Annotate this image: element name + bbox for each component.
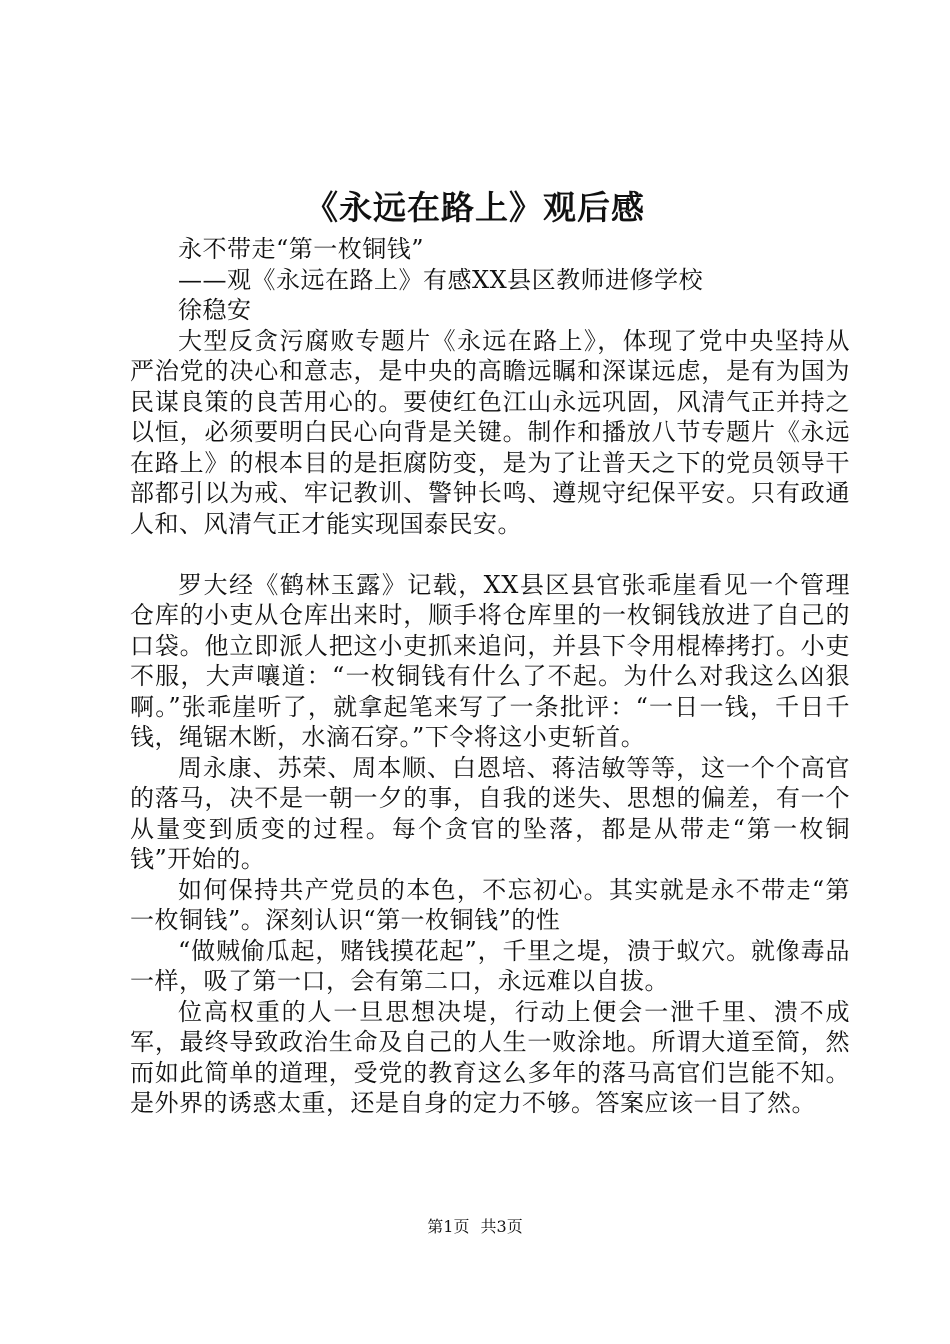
- subtitle-note: ——观《永远在路上》有感XX县区教师进修学校: [178, 265, 704, 294]
- paragraph-intro: 大型反贪污腐败专题片《永远在路上》，体现了党中央坚持从严治党的决心和意志，是中央的高瞻远瞩和深谋远虑，是有为国为民谋良策的良苦用心的。要使红色江山永远巩固，风清气正并持之以恒，必须要明白民心向背是关键。制作和播放八节专题片《永远在路上》的根本目的是拒腐防变，是为了让普天之下的党员领导干部都引以为戒、牢记教训、警钟长鸣、遵规守纪保平安。只有政通人和、风清气正才能实现国泰民安。: [130, 326, 850, 538]
- page-total: 共3页: [480, 1217, 523, 1236]
- document-title: 《永远在路上》观后感: [305, 188, 645, 227]
- author: 徐稳安: [178, 296, 252, 324]
- page-footer: [0, 1217, 950, 1237]
- document-body: [130, 234, 850, 1119]
- paragraph-conclusion: 位高权重的人一旦思想决堤，行动上便会一泄千里、溃不成军，最终导致政治生命及自己的人生一败涂地。所谓大道至简，然而如此简单的道理，受党的教育这么多年的落马高官们岂能不知。是外界的诱惑太重，还是自身的定力不够。答案应该一目了然。: [130, 997, 850, 1117]
- paragraph-officials: 周永康、苏荣、周本顺、白恩培、蒋洁敏等等，这一个个高官的落马，决不是一朝一夕的事，自我的迷失、思想的偏差，有一个从量变到质变的过程。每个贪官的坠落，都是从带走“第一枚铜钱”开始的。: [130, 753, 850, 873]
- subtitle: 永不带走“第一枚铜钱”: [178, 235, 425, 263]
- paragraph-original-intent: 如何保持共产党员的本色，不忘初心。其实就是永不带走“第一枚铜钱”。深刻认识“第一枚铜钱”的性: [130, 875, 850, 934]
- paragraph-proverb: “做贼偷瓜起，赌钱摸花起”，千里之堤，溃于蚁穴。就像毒品一样，吸了第一口，会有第二口，永远难以自拔。: [130, 936, 850, 995]
- page-number: 第1页: [427, 1217, 470, 1236]
- paragraph-story: 罗大经《鹤林玉露》记载，XX县区县官张乖崖看见一个管理仓库的小吏从仓库出来时，顺手将仓库里的一枚铜钱放进了自己的口袋。他立即派人把这小吏抓来追问，并县下令用棍棒拷打。小吏不服，大声嚷道：“一枚铜钱有什么了不起。为什么对我这么凶狠啊。”张乖崖听了，就拿起笔来写了一条批评：“一日一钱，千日千钱，绳锯木断，水滴石穿。”下令将这小吏斩首。: [130, 570, 850, 751]
